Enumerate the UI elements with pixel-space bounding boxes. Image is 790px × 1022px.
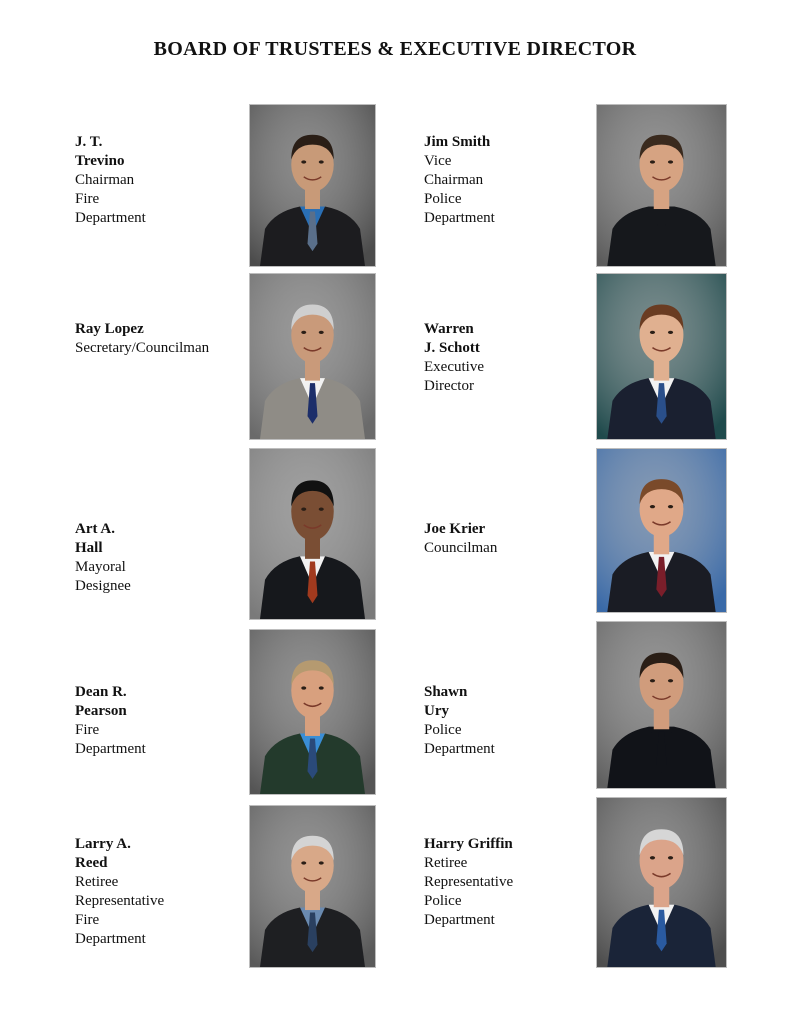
member-info (424, 683, 495, 759)
portrait-photo (250, 449, 375, 619)
member-portrait-photo (596, 621, 727, 789)
member-name: Shawn Ury (424, 684, 468, 719)
member-portrait-photo (249, 448, 376, 620)
member-name: Larry A. Reed (75, 836, 131, 871)
member-title-line: Retiree Representative (75, 874, 165, 909)
member-info (75, 683, 146, 759)
member-portrait-photo (249, 104, 376, 267)
portrait-photo (250, 274, 375, 439)
portrait-photo (597, 449, 726, 612)
member-title-line: Councilman (424, 540, 498, 556)
member-name: J. T. Trevino (75, 134, 125, 169)
member-name: Art A. Hall (75, 521, 115, 556)
member-title-line: Fire Department (75, 191, 146, 226)
member-info (424, 520, 497, 558)
member-portrait-photo (596, 273, 727, 440)
member-name: Jim Smith (424, 134, 491, 150)
member-info (75, 133, 146, 228)
portrait-photo (250, 806, 375, 967)
member-title-line: Mayoral Designee (75, 559, 131, 594)
portrait-photo (597, 622, 726, 788)
member-portrait-photo (596, 448, 727, 613)
member-title-line: Chairman (75, 172, 135, 188)
portrait-photo (597, 105, 726, 266)
member-title-line: Fire Department (75, 722, 146, 757)
member-name: Warren J. Schott (424, 321, 480, 356)
member-name: Ray Lopez (75, 321, 144, 337)
member-portrait-photo (249, 273, 376, 440)
member-title-line: Police Department (424, 893, 495, 928)
member-info (424, 133, 495, 228)
member-title-line: Fire Department (75, 912, 146, 947)
member-name: Dean R. Pearson (75, 684, 127, 719)
member-info (75, 320, 209, 358)
portrait-photo (250, 105, 375, 266)
member-title-line: Retiree Representative (424, 855, 514, 890)
member-portrait-photo (596, 104, 727, 267)
member-title-line: Police Department (424, 722, 495, 757)
member-info (75, 520, 131, 596)
portrait-photo (250, 630, 375, 794)
member-title-line: Secretary/Councilman (75, 340, 210, 356)
member-info (424, 320, 484, 396)
page-title: BOARD OF TRUSTEES & EXECUTIVE DIRECTOR (153, 38, 637, 60)
member-info (424, 835, 513, 930)
member-portrait-photo (249, 805, 376, 968)
member-name: Joe Krier (424, 521, 486, 537)
member-portrait-photo (596, 797, 727, 968)
member-title-line: Police Department (424, 191, 495, 226)
member-name: Harry Griffin (424, 836, 513, 852)
member-info (75, 835, 164, 949)
portrait-photo (597, 274, 726, 439)
portrait-photo (597, 798, 726, 967)
member-portrait-photo (249, 629, 376, 795)
member-title-line: Vice Chairman (424, 153, 484, 188)
member-title-line: Executive Director (424, 359, 484, 394)
